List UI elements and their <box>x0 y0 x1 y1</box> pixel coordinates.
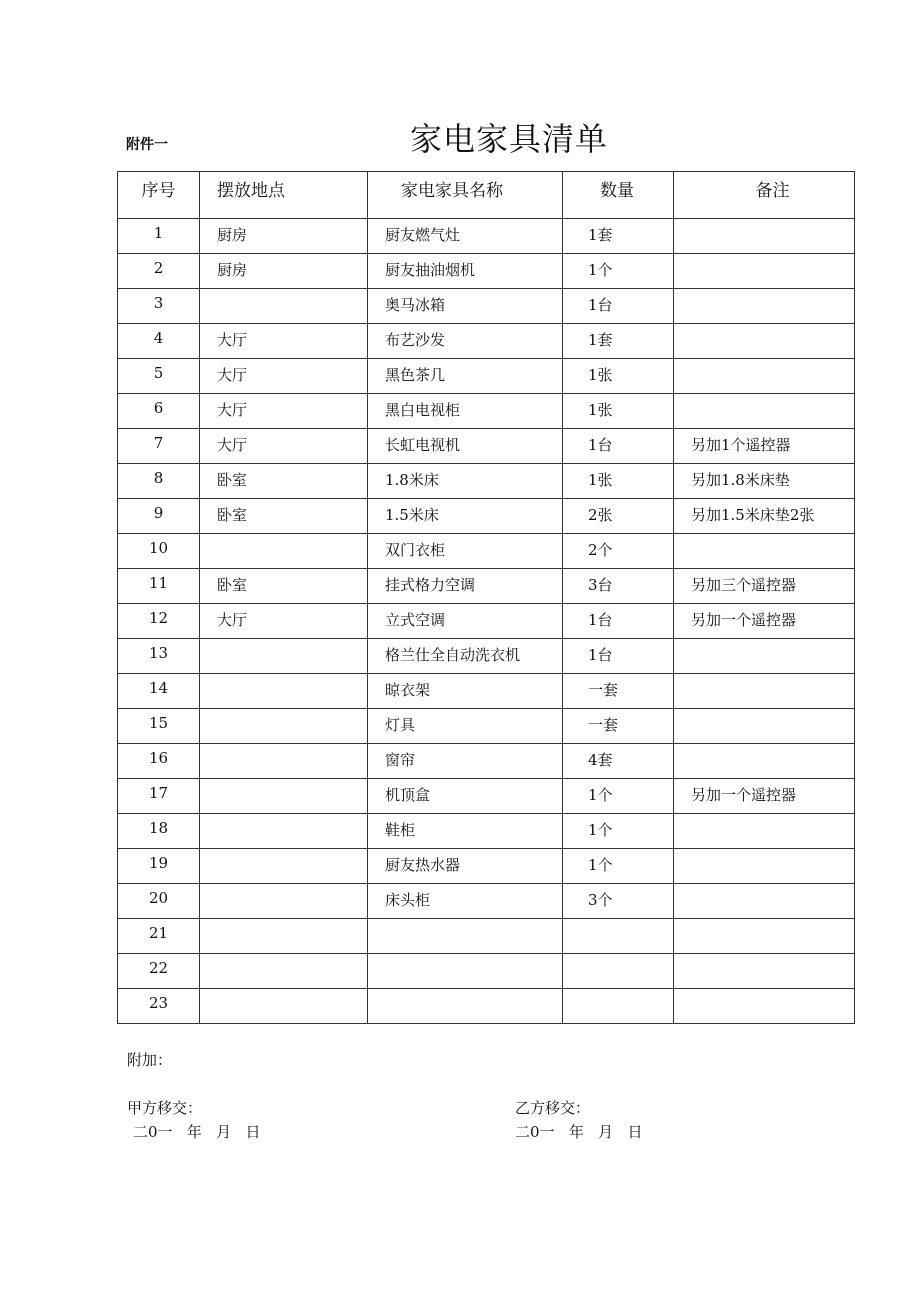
cell-note <box>674 989 855 1024</box>
cell-no: 11 <box>118 569 200 604</box>
cell-quantity: 1台 <box>563 429 674 464</box>
cell-no: 3 <box>118 289 200 324</box>
cell-quantity: 2个 <box>563 534 674 569</box>
cell-location <box>200 919 368 954</box>
cell-name: 格兰仕全自动洗衣机 <box>368 639 563 674</box>
table-row <box>118 464 855 499</box>
cell-note <box>674 954 855 989</box>
party-a-date: 二0一 年 月 日 <box>133 1123 261 1141</box>
cell-no: 23 <box>118 989 200 1024</box>
cell-no: 7 <box>118 429 200 464</box>
cell-quantity: 1张 <box>563 394 674 429</box>
cell-quantity <box>563 989 674 1024</box>
column-header-note: 备注 <box>674 172 855 219</box>
cell-no: 12 <box>118 604 200 639</box>
cell-quantity <box>563 919 674 954</box>
cell-name: 厨友抽油烟机 <box>368 254 563 289</box>
cell-note <box>674 219 855 254</box>
cell-no: 22 <box>118 954 200 989</box>
cell-note: 另加三个遥控器 <box>674 569 855 604</box>
cell-location: 大厅 <box>200 359 368 394</box>
cell-quantity <box>563 954 674 989</box>
cell-note <box>674 289 855 324</box>
cell-location <box>200 849 368 884</box>
cell-location: 卧室 <box>200 499 368 534</box>
column-header-no: 序号 <box>118 172 200 219</box>
table-row <box>118 744 855 779</box>
table-row <box>118 324 855 359</box>
cell-name: 布艺沙发 <box>368 324 563 359</box>
cell-quantity: 1个 <box>563 814 674 849</box>
cell-location: 卧室 <box>200 569 368 604</box>
party-b-label: 乙方移交： <box>515 1099 591 1117</box>
table-row <box>118 989 855 1024</box>
cell-name <box>368 919 563 954</box>
addendum-label: 附加： <box>127 1051 173 1069</box>
cell-quantity: 1个 <box>563 254 674 289</box>
cell-name: 厨友燃气灶 <box>368 219 563 254</box>
cell-location: 卧室 <box>200 464 368 499</box>
cell-no: 20 <box>118 884 200 919</box>
cell-no: 10 <box>118 534 200 569</box>
cell-no: 19 <box>118 849 200 884</box>
column-header-quantity: 数量 <box>563 172 674 219</box>
cell-quantity: 3台 <box>563 569 674 604</box>
cell-location <box>200 884 368 919</box>
table-row <box>118 639 855 674</box>
cell-quantity: 1台 <box>563 604 674 639</box>
cell-name: 立式空调 <box>368 604 563 639</box>
cell-name: 奥马冰箱 <box>368 289 563 324</box>
cell-location <box>200 954 368 989</box>
cell-name: 1.8米床 <box>368 464 563 499</box>
cell-location: 厨房 <box>200 254 368 289</box>
table-row <box>118 359 855 394</box>
cell-no: 21 <box>118 919 200 954</box>
cell-quantity: 1张 <box>563 359 674 394</box>
cell-note: 另加1.5米床垫2张 <box>674 499 855 534</box>
cell-name: 灯具 <box>368 709 563 744</box>
table-row <box>118 534 855 569</box>
cell-location <box>200 534 368 569</box>
attachment-label: 附件一 <box>126 137 168 153</box>
cell-quantity: 1套 <box>563 324 674 359</box>
cell-no: 9 <box>118 499 200 534</box>
cell-name: 鞋柜 <box>368 814 563 849</box>
cell-note <box>674 674 855 709</box>
page-title: 家电家具清单 <box>410 120 609 158</box>
cell-note: 另加1.8米床垫 <box>674 464 855 499</box>
cell-location <box>200 989 368 1024</box>
cell-note: 另加1个遥控器 <box>674 429 855 464</box>
party-a-label: 甲方移交： <box>127 1099 203 1117</box>
cell-name: 长虹电视机 <box>368 429 563 464</box>
cell-name <box>368 989 563 1024</box>
cell-note <box>674 744 855 779</box>
cell-quantity: 1个 <box>563 779 674 814</box>
table-row <box>118 849 855 884</box>
cell-location <box>200 639 368 674</box>
table-row <box>118 604 855 639</box>
cell-no: 6 <box>118 394 200 429</box>
cell-note <box>674 849 855 884</box>
cell-note <box>674 534 855 569</box>
cell-no: 14 <box>118 674 200 709</box>
cell-quantity: 2张 <box>563 499 674 534</box>
cell-location: 大厅 <box>200 324 368 359</box>
cell-quantity: 1张 <box>563 464 674 499</box>
cell-note <box>674 919 855 954</box>
cell-quantity: 1台 <box>563 289 674 324</box>
table-row <box>118 814 855 849</box>
cell-quantity: 1套 <box>563 219 674 254</box>
cell-name: 1.5米床 <box>368 499 563 534</box>
cell-name: 晾衣架 <box>368 674 563 709</box>
cell-name: 黑色茶几 <box>368 359 563 394</box>
cell-no: 5 <box>118 359 200 394</box>
cell-no: 1 <box>118 219 200 254</box>
cell-note <box>674 359 855 394</box>
cell-quantity: 一套 <box>563 674 674 709</box>
table-row <box>118 569 855 604</box>
cell-name: 挂式格力空调 <box>368 569 563 604</box>
cell-name: 机顶盒 <box>368 779 563 814</box>
cell-quantity: 1个 <box>563 849 674 884</box>
table-row <box>118 884 855 919</box>
cell-note: 另加一个遥控器 <box>674 604 855 639</box>
cell-no: 13 <box>118 639 200 674</box>
cell-name: 窗帘 <box>368 744 563 779</box>
cell-location: 大厅 <box>200 429 368 464</box>
cell-location <box>200 744 368 779</box>
cell-quantity: 4套 <box>563 744 674 779</box>
cell-location <box>200 779 368 814</box>
table-row <box>118 394 855 429</box>
cell-note <box>674 814 855 849</box>
cell-name: 床头柜 <box>368 884 563 919</box>
cell-name <box>368 954 563 989</box>
cell-note <box>674 709 855 744</box>
cell-no: 16 <box>118 744 200 779</box>
cell-note <box>674 394 855 429</box>
table-row <box>118 919 855 954</box>
cell-note: 另加一个遥控器 <box>674 779 855 814</box>
cell-location: 大厅 <box>200 394 368 429</box>
cell-note <box>674 884 855 919</box>
cell-note <box>674 324 855 359</box>
cell-name: 双门衣柜 <box>368 534 563 569</box>
cell-location <box>200 814 368 849</box>
table-row <box>118 709 855 744</box>
table-row <box>118 779 855 814</box>
cell-no: 15 <box>118 709 200 744</box>
column-header-name: 家电家具名称 <box>368 172 563 219</box>
cell-location <box>200 674 368 709</box>
table-row <box>118 499 855 534</box>
cell-no: 8 <box>118 464 200 499</box>
cell-location: 大厅 <box>200 604 368 639</box>
cell-no: 18 <box>118 814 200 849</box>
cell-location <box>200 709 368 744</box>
cell-no: 17 <box>118 779 200 814</box>
inventory-table <box>117 171 855 1024</box>
cell-name: 黑白电视柜 <box>368 394 563 429</box>
cell-quantity: 一套 <box>563 709 674 744</box>
cell-location <box>200 289 368 324</box>
table-row <box>118 674 855 709</box>
cell-location: 厨房 <box>200 219 368 254</box>
party-b-date: 二0一 年 月 日 <box>515 1123 643 1141</box>
cell-quantity: 1台 <box>563 639 674 674</box>
cell-note <box>674 639 855 674</box>
table-row <box>118 254 855 289</box>
table-row <box>118 954 855 989</box>
table-row <box>118 429 855 464</box>
table-header-row <box>118 172 855 219</box>
table-row <box>118 219 855 254</box>
table-row <box>118 289 855 324</box>
cell-no: 4 <box>118 324 200 359</box>
cell-quantity: 3个 <box>563 884 674 919</box>
cell-no: 2 <box>118 254 200 289</box>
cell-name: 厨友热水器 <box>368 849 563 884</box>
cell-note <box>674 254 855 289</box>
column-header-location: 摆放地点 <box>200 172 368 219</box>
